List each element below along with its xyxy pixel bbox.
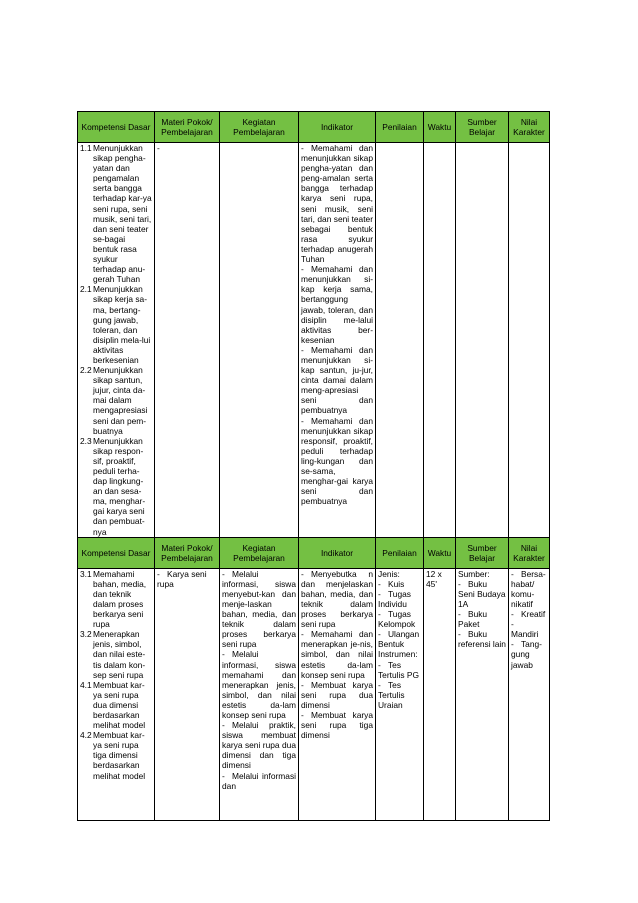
penilaian-item: - Kuis [378,578,405,589]
header-kegiatan: Kegiatan Pembelajaran [220,112,299,143]
penilaian-bentuk-label: Bentuk Instrumen: [378,639,418,660]
table-row [78,568,550,820]
header-indikator: Indikator [299,537,376,568]
header-kompetensi: Kompetensi Dasar [78,112,155,143]
header-sumber: Sumber Belajar [456,112,509,143]
kegiatan-item: - Melalui informasi dan [222,770,296,791]
header-materi: Materi Pokok/ Pembelajaran [155,112,220,143]
header-sumber: Sumber Belajar [456,537,509,568]
header-waktu: Waktu [424,112,456,143]
nilai-cell [509,568,550,820]
penilaian-jenis-label: Jenis: [378,568,400,579]
kegiatan-cell [220,143,299,538]
indikator-item: - Memahami dan menunjukkan sikap responsif, proaktif, peduli terhadap ling-kungan dan se-sama, menghar-gai karya seni dan pembuatnya [301,415,373,507]
kd-item: 4.2 Membuat kar-ya seni rupa tiga dimensi berdasarkan melihat model [80,730,146,781]
header-penilaian: Penilaian [376,112,424,143]
penilaian-cell [376,143,424,538]
materi-cell [155,568,220,820]
header-row [78,112,550,143]
indikator-item: - Membuat karya seni rupa tiga dimensi [301,709,373,741]
materi-cell: - [155,143,220,538]
sumber-item: - Buku Seni Budaya 1A [458,578,506,609]
penilaian-item: - Ulangan [378,629,420,640]
header-materi: Materi Pokok/ Pembelajaran [155,537,220,568]
nilai-cell [509,143,550,538]
sumber-item: - Buku Paket [458,609,488,630]
sumber-cell [456,143,509,538]
kd-item: 4.1 Membuat kar-ya seni rupa dua dimensi berdasarkan melihat model [80,679,146,731]
waktu-cell [424,143,456,538]
nilai-item: - Bersa-habat/ komu-nikatif [511,568,546,609]
lesson-plan-table [77,111,550,821]
sumber-item: - Buku referensi lain [458,629,506,650]
header-indikator: Indikator [299,112,376,143]
kd-item: 1.1 Menunjukkan sikap pengha-yatan dan pengamalan serta bangga terhadap kar-ya seni rupa, seni musik, seni tari, dan seni teater se-bagai bentuk rasa syukur terhadap anu-gerah Tuhan [80,143,152,285]
header-penilaian: Penilaian [376,537,424,568]
indikator-item: - Menyebutka n dan menjelaskan bahan, media, dan teknik dalam proses berkarya seni rupa [301,568,373,630]
kegiatan-item: - Melalui informasi, siswa memahami dan menerapkan jenis, simbol, dan nilai estetis da-lam konsep seni rupa [222,649,296,720]
sumber-label: Sumber: [458,568,490,579]
penilaian-item: - Tugas Individu [378,588,411,609]
penilaian-item: - Tes Tertulis PG [378,659,419,680]
kd-item: 2.1 Menunjukkan sikap kerja sa-ma, bertang-gung jawab, toleran, dan disiplin mela-lui aktivitas berkesenian [80,284,151,365]
header-nilai: Nilai Karakter [509,112,550,143]
kegiatan-cell [220,568,299,820]
waktu-cell: 12 x 45' [424,568,456,820]
indikator-item: - Memahami dan menunjukkan sikap pengha-yatan dan peng-amalan serta bangga terhadap karya seni rupa, seni musik, seni tari, dan seni teater sebagai bentuk rasa syukur terhadap anugerah Tuhan [301,143,373,265]
penilaian-item: - Tes Tertulis Uraian [378,679,405,710]
kegiatan-item: - Melalui praktik, siswa membuat karya seni rupa dua dimensi dan tiga dimensi [222,720,296,771]
kd-item: 2.2 Menunjukkan sikap santun, jujur, cinta da-mai dalam mengapresiasi seni dan pem-buatnya [80,365,148,436]
kd-item: 3.2 Menerapkan jenis, simbol, dan nilai este-tis dalam kon-sep seni rupa [80,629,146,680]
kd-cell [78,143,155,538]
header-nilai: Nilai Karakter [509,537,550,568]
indikator-cell [299,143,376,538]
nilai-item: - Tang-gung jawab [511,639,542,670]
nilai-item: -Mandiri [511,619,539,640]
nilai-item: - Kreatif [511,609,546,620]
penilaian-item: - Tugas Kelompok [378,609,416,630]
kd-item: 3.1 Memahami bahan, media, dan teknik dalam proses berkarya seni rupa [80,568,147,630]
indikator-item: - Memahami dan menunjukkan si-kap kerja sama, bertanggung jawab, toleran, dan disiplin me-lalui aktivitas ber-kesenian [301,264,373,345]
kd-item: 2.3 Menunjukkan sikap respon-sif, proaktif, peduli terha-dap lingkung-an dan sesa-ma, menghar-gai karya seni dan pembuat-nya [80,435,146,537]
indikator-item: - Memahami dan menunjukkan si-kap santun, ju-jur, cinta damai dalam meng-apresiasi seni dan pembuatnya [301,344,373,416]
indikator-cell [299,568,376,820]
indikator-item: - Memahami dan menerapkan je-nis, simbol, dan nilai estetis da-lam konsep seni rupa [301,629,373,680]
indikator-item: - Membuat karya seni rupa dua dimensi [301,679,373,710]
header-waktu: Waktu [424,537,456,568]
penilaian-cell [376,568,424,820]
table-row [78,143,550,538]
header-row [78,537,550,568]
kegiatan-item: - Melalui informasi, siswa menyebut-kan dan menje-laskan bahan, media, dan teknik dalam proses berkarya seni rupa [222,568,296,650]
sumber-cell [456,568,509,820]
materi-item: - Karya seni rupa [157,568,207,589]
header-kegiatan: Kegiatan Pembelajaran [220,537,299,568]
kd-cell [78,568,155,820]
header-kompetensi: Kompetensi Dasar [78,537,155,568]
